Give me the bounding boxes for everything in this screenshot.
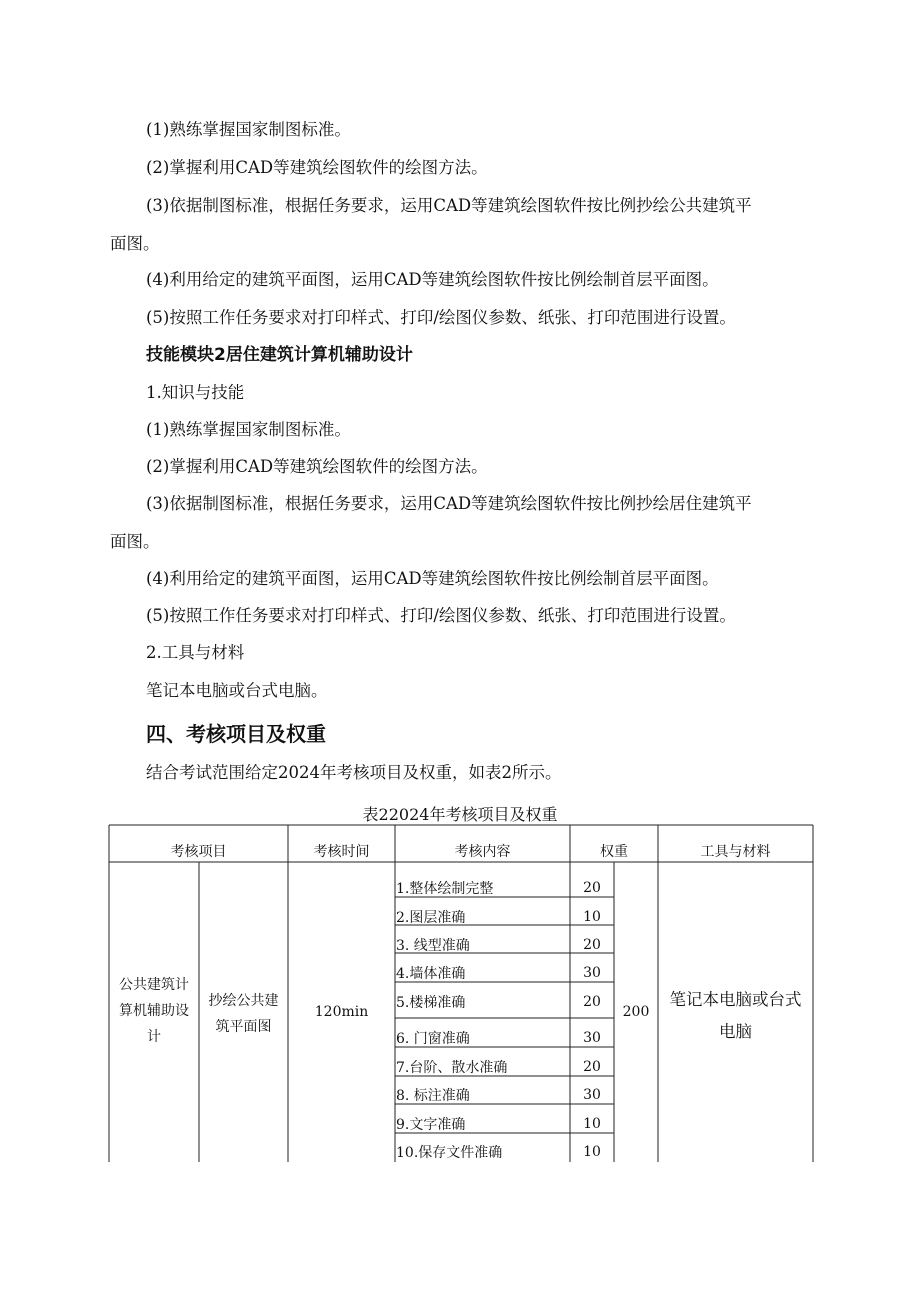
- item-weight: 30: [583, 965, 601, 981]
- table-caption: 表22024年考核项目及权重: [362, 805, 558, 824]
- module-cell: [109, 972, 199, 1050]
- subheading: 1.知识与技能: [146, 383, 245, 402]
- module-line: 计: [147, 1029, 161, 1045]
- tools-line: 笔记本电脑或台式: [669, 990, 802, 1009]
- paragraph: (3)依据制图标准，根据任务要求，运用CAD等建筑绘图软件按比例抄绘公共建筑平: [146, 196, 752, 215]
- item-label: 4.墙体准确: [396, 966, 466, 982]
- header-content: 考核内容: [454, 844, 511, 860]
- tools-cell: [658, 984, 813, 1048]
- section-heading: 四、考核项目及权重: [146, 722, 326, 746]
- paragraph: (2)掌握利用CAD等建筑绘图软件的绘图方法。: [146, 158, 488, 177]
- item-label: 10.保存文件准确: [396, 1145, 503, 1161]
- item-weight: 20: [583, 880, 601, 896]
- task-line: 抄绘公共建: [208, 993, 279, 1009]
- paragraph: (4)利用给定的建筑平面图，运用CAD等建筑绘图软件按比例绘制首层平面图。: [146, 569, 719, 588]
- item-label: 5.楼梯准确: [396, 995, 466, 1011]
- item-label: 2.图层准确: [396, 910, 466, 926]
- header-weight: 权重: [600, 844, 628, 860]
- item-label: 9.文字准确: [396, 1117, 466, 1133]
- tools-line: 电脑: [719, 1022, 752, 1041]
- item-weight: 10: [583, 1116, 601, 1132]
- header-tools: 工具与材料: [700, 844, 771, 860]
- item-weight: 20: [583, 1059, 601, 1075]
- paragraph: (3)依据制图标准，根据任务要求，运用CAD等建筑绘图软件按比例抄绘居住建筑平: [146, 494, 752, 513]
- paragraph: 笔记本电脑或台式电脑。: [146, 681, 328, 700]
- paragraph: 面图。: [110, 532, 160, 551]
- paragraph: (1)熟练掌握国家制图标准。: [146, 420, 351, 439]
- item-weight: 10: [583, 909, 601, 925]
- task-cell: [199, 988, 288, 1040]
- module-line: 算机辅助设: [119, 1003, 189, 1019]
- module-line: 公共建筑计: [119, 977, 189, 993]
- header-time: 考核时间: [313, 844, 370, 860]
- item-weight: 20: [583, 994, 601, 1010]
- item-weight: 30: [583, 1087, 601, 1103]
- item-weight: 10: [583, 1144, 601, 1160]
- subheading: 2.工具与材料: [146, 643, 245, 662]
- item-label: 8. 标注准确: [396, 1088, 470, 1104]
- task-line: 筑平面图: [215, 1019, 272, 1035]
- paragraph: (5)按照工作任务要求对打印样式、打印/绘图仪参数、纸张、打印范围进行设置。: [146, 606, 736, 625]
- time-cell: 120min: [314, 1004, 369, 1020]
- paragraph: (2)掌握利用CAD等建筑绘图软件的绘图方法。: [146, 457, 488, 476]
- item-label: 1.整体绘制完整: [396, 881, 494, 897]
- paragraph: 面图。: [110, 234, 160, 253]
- item-label: 7.台阶、散水准确: [396, 1060, 508, 1076]
- total-weight: 200: [622, 1004, 650, 1020]
- paragraph: (4)利用给定的建筑平面图，运用CAD等建筑绘图软件按比例绘制首层平面图。: [146, 270, 719, 289]
- module-title: 技能模块2居住建筑计算机辅助设计: [146, 345, 413, 365]
- paragraph: (5)按照工作任务要求对打印样式、打印/绘图仪参数、纸张、打印范围进行设置。: [146, 308, 736, 327]
- item-label: 3. 线型准确: [396, 938, 470, 954]
- header-project: 考核项目: [170, 844, 227, 860]
- item-weight: 30: [583, 1030, 601, 1046]
- item-weight: 20: [583, 937, 601, 953]
- paragraph: 结合考试范围给定2024年考核项目及权重，如表2所示。: [146, 763, 562, 782]
- paragraph: (1)熟练掌握国家制图标准。: [146, 120, 351, 139]
- item-label: 6. 门窗准确: [396, 1031, 470, 1047]
